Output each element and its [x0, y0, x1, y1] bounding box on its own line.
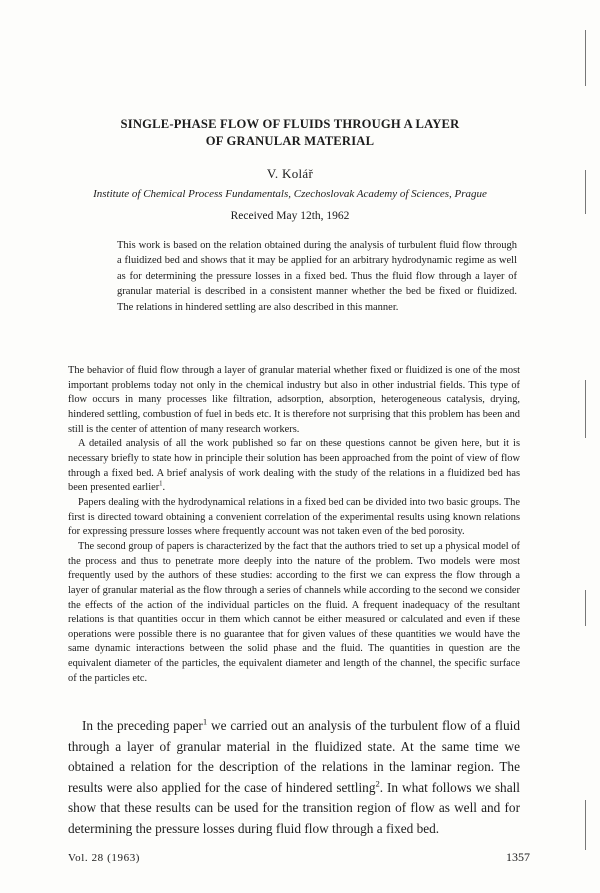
- reference-superscript: 1: [202, 716, 208, 727]
- paper-title: [60, 116, 520, 150]
- reference-superscript: 2: [375, 778, 380, 789]
- received-date: Received May 12th, 1962: [230, 210, 350, 222]
- scan-edge-mark: [585, 800, 586, 850]
- main-text-start: In the preceding paper: [82, 718, 203, 733]
- abstract: This work is based on the relation obtained during the analysis of turbulent fluid flow through a fluidized bed and shows that it may be applied for an arbitrary hydrodynamic regime as well as for determining the pressure losses in a fixed bed. Thus the fluid flow through a layer of granular material is described in a consistent manner whether the bed be fixed or fluidized. The relations in hindered settling are also described in this manner.: [117, 240, 517, 313]
- intro-paragraph-2: [68, 437, 520, 496]
- author-affiliation: Institute of Chemical Process Fundamentals, Czechoslovak Academy of Sciences, Prague: [93, 188, 487, 200]
- title-line-2: OF GRANULAR MATERIAL: [205, 134, 375, 148]
- main-text-section: [68, 716, 520, 839]
- scan-edge-mark: [585, 590, 586, 626]
- intro-paragraph-2-text: A detailed analysis of all the work published so far on these questions cannot be given here, but it is necessary briefly to state how in principle their solution has been approached from the point of view of flow through a fixed bed. A brief analysis of work dealing with the study of the relations in a fluidized bed has been presented earlier: [68, 438, 520, 494]
- introduction-section: [68, 364, 520, 686]
- reference-superscript: 1: [159, 480, 163, 488]
- intro-paragraph-4: The second group of papers is characterized by the fact that the authors tried to set up a physical model of the process and thus to penetrate more deeply into the nature of the problem. Two models were most frequently used by the authors of these studies: according to the first we can express the flow through a layer of granular material as the flow through a series of channels while according to the second we consider the effects of the action of the individual particles on the fluid. A frequent inadequacy of the resultant relations is that quantities occur in them which cannot be either measured or calculated and even if these operations were possible there is no guarantee that for given values of these quantities we would have the same dynamic interactions between the solid phase and the fluid. The quantities in question are the equivalent diameter of the particles, the equivalent diameter and length of the channel, the specific surface of the particles etc.: [68, 540, 520, 684]
- main-text-end: . In what follows we shall show that these results can be used for the transition region of flow as well and for determining the pressure losses during fluid flow through a fixed bed.: [68, 779, 520, 836]
- main-text-middle: we carried out an analysis of the turbulent flow of a fluid through a layer of granular material in the fluidized state. At the same time we obtained a relation for the description of the relations in the laminar region. The results were also applied for the case of hindered settling: [68, 718, 520, 795]
- intro-paragraph-2-end: .: [162, 482, 166, 494]
- intro-paragraph-3: Papers dealing with the hydrodynamical relations in a fixed bed can be divided into two basic groups. The first is directed toward obtaining a convenient correlation of the experimental results using known relations for expressing pressure losses where frequently account was not taken even of the bed porosity.: [68, 496, 520, 538]
- title-line-1: SINGLE-PHASE FLOW OF FLUIDS THROUGH A LAYER: [120, 117, 460, 131]
- scan-edge-mark: [585, 170, 586, 214]
- intro-paragraph-1: The behavior of fluid flow through a layer of granular material whether fixed or fluidized is one of the most important problems today not only in the chemical industry but also in other industrial fields. This type of flow occurs in many processes like filtration, adsorption, absorption, heterogeneous catalysis, drying, hindered settling, combustion of fuel in beds etc. It is therefore not surprising that this problem has been and still is the center of attention of many research workers.: [68, 365, 520, 435]
- main-paragraph: [68, 716, 520, 839]
- scan-edge-mark: [585, 380, 586, 438]
- scan-edge-mark: [585, 30, 586, 86]
- page-number: 1357: [506, 850, 530, 864]
- author-name: V. Kolář: [266, 166, 314, 181]
- journal-volume: Vol. 28 (1963): [68, 852, 141, 864]
